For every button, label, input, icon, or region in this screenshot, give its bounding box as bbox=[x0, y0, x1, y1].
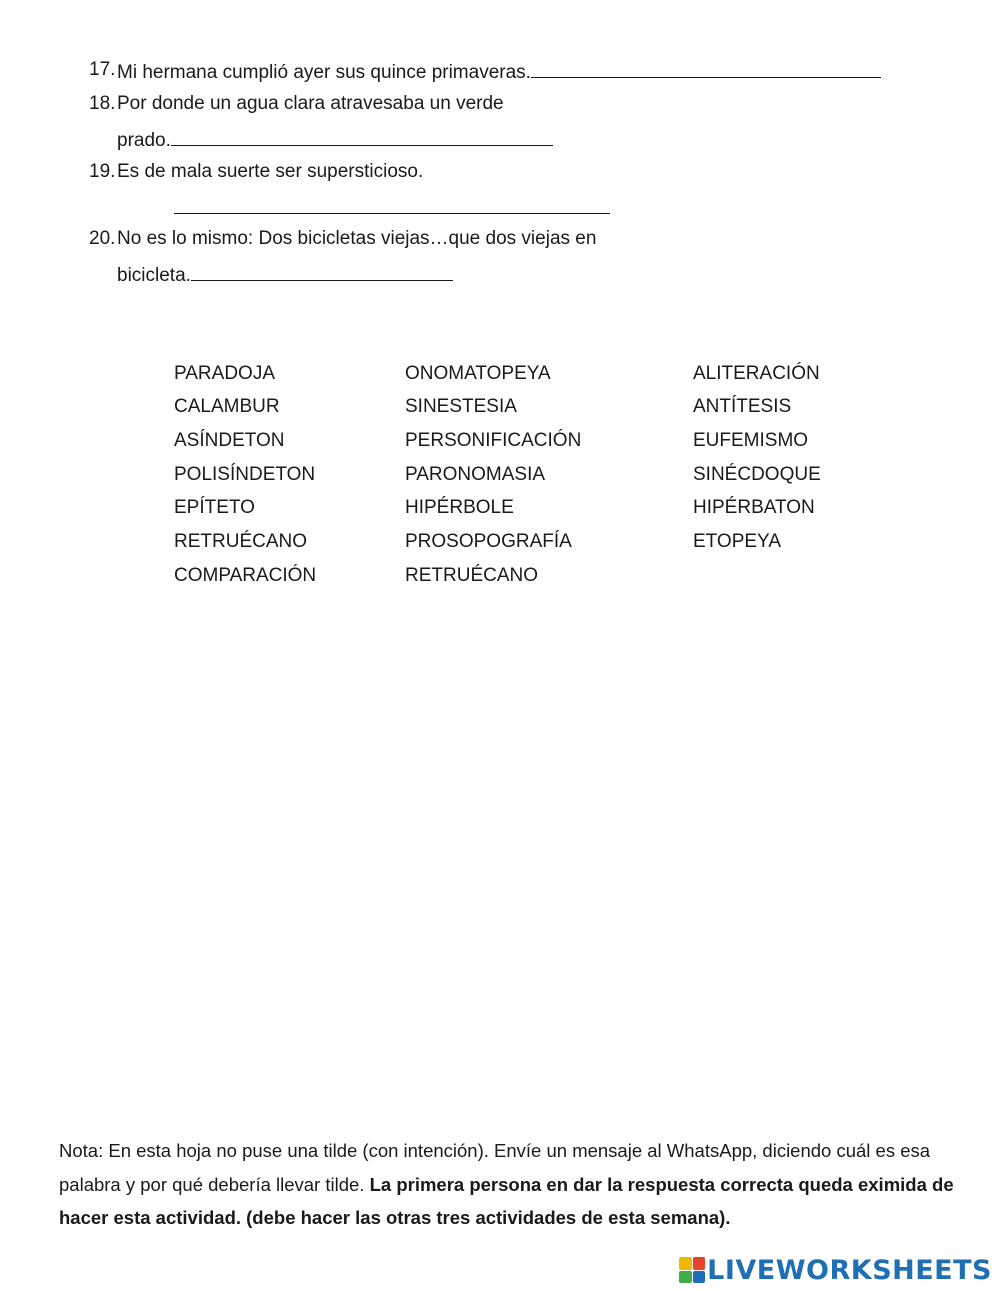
term-item: ANTÍTESIS bbox=[693, 396, 792, 417]
term-item: COMPARACIÓN bbox=[174, 565, 317, 586]
question-text-continued: bicicleta. bbox=[117, 262, 453, 287]
question-19-answer bbox=[174, 195, 610, 220]
term-item: PARADOJA bbox=[174, 363, 276, 384]
question-text: Por donde un agua clara atravesaba un verde bbox=[117, 93, 504, 114]
term-item: PROSOPOGRAFÍA bbox=[405, 531, 572, 552]
liveworksheets-logo bbox=[679, 1253, 992, 1287]
term-item: ETOPEYA bbox=[693, 531, 781, 552]
term-item: PARONOMASIA bbox=[405, 464, 546, 485]
term-item: CALAMBUR bbox=[174, 396, 280, 417]
term-item: PERSONIFICACIÓN bbox=[405, 430, 582, 451]
term-item: ONOMATOPEYA bbox=[405, 363, 551, 384]
answer-blank[interactable] bbox=[174, 195, 610, 214]
question-number: 20. bbox=[89, 228, 116, 249]
term-item: EUFEMISMO bbox=[693, 430, 809, 451]
term-item: POLISÍNDETON bbox=[174, 464, 316, 485]
term-item: SINÉCDOQUE bbox=[693, 464, 821, 485]
question-text: No es lo mismo: Dos bicicletas viejas…que dos viejas en bbox=[117, 228, 597, 249]
question-number: 19. bbox=[89, 161, 116, 182]
term-item: RETRUÉCANO bbox=[174, 531, 308, 552]
answer-blank[interactable] bbox=[171, 127, 553, 146]
note-text: Nota: En esta hoja no puse una tilde (con intención). Envíe un mensaje al WhatsApp, diciendo cuál es esa palabra y por qué debería llevar tilde. bbox=[59, 1140, 931, 1195]
logo-badge-icon bbox=[679, 1257, 705, 1283]
term-item: SINESTESIA bbox=[405, 396, 517, 417]
question-text-continued: prado. bbox=[117, 127, 553, 152]
term-item: HIPÉRBATON bbox=[693, 497, 815, 518]
question-number: 18. bbox=[89, 93, 116, 114]
question-text: Mi hermana cumplió ayer sus quince primaveras. bbox=[117, 59, 881, 84]
question-number: 17. bbox=[89, 59, 116, 80]
term-item: RETRUÉCANO bbox=[405, 565, 539, 586]
logo-text: LIVEWORKSHEETS bbox=[707, 1254, 992, 1286]
answer-blank[interactable] bbox=[531, 59, 881, 78]
answer-blank[interactable] bbox=[191, 262, 453, 281]
question-text: Es de mala suerte ser supersticioso. bbox=[117, 161, 424, 182]
term-item: EPÍTETO bbox=[174, 497, 255, 518]
term-item: ASÍNDETON bbox=[174, 430, 285, 451]
note-bold-text: La primera persona en dar la respuesta correcta queda eximida de hacer esta actividad. (debe hacer las otras tres actividades de esta semana). bbox=[59, 1173, 954, 1228]
term-item: ALITERACIÓN bbox=[693, 363, 820, 384]
term-item: HIPÉRBOLE bbox=[405, 497, 514, 518]
note-paragraph bbox=[59, 1134, 959, 1235]
